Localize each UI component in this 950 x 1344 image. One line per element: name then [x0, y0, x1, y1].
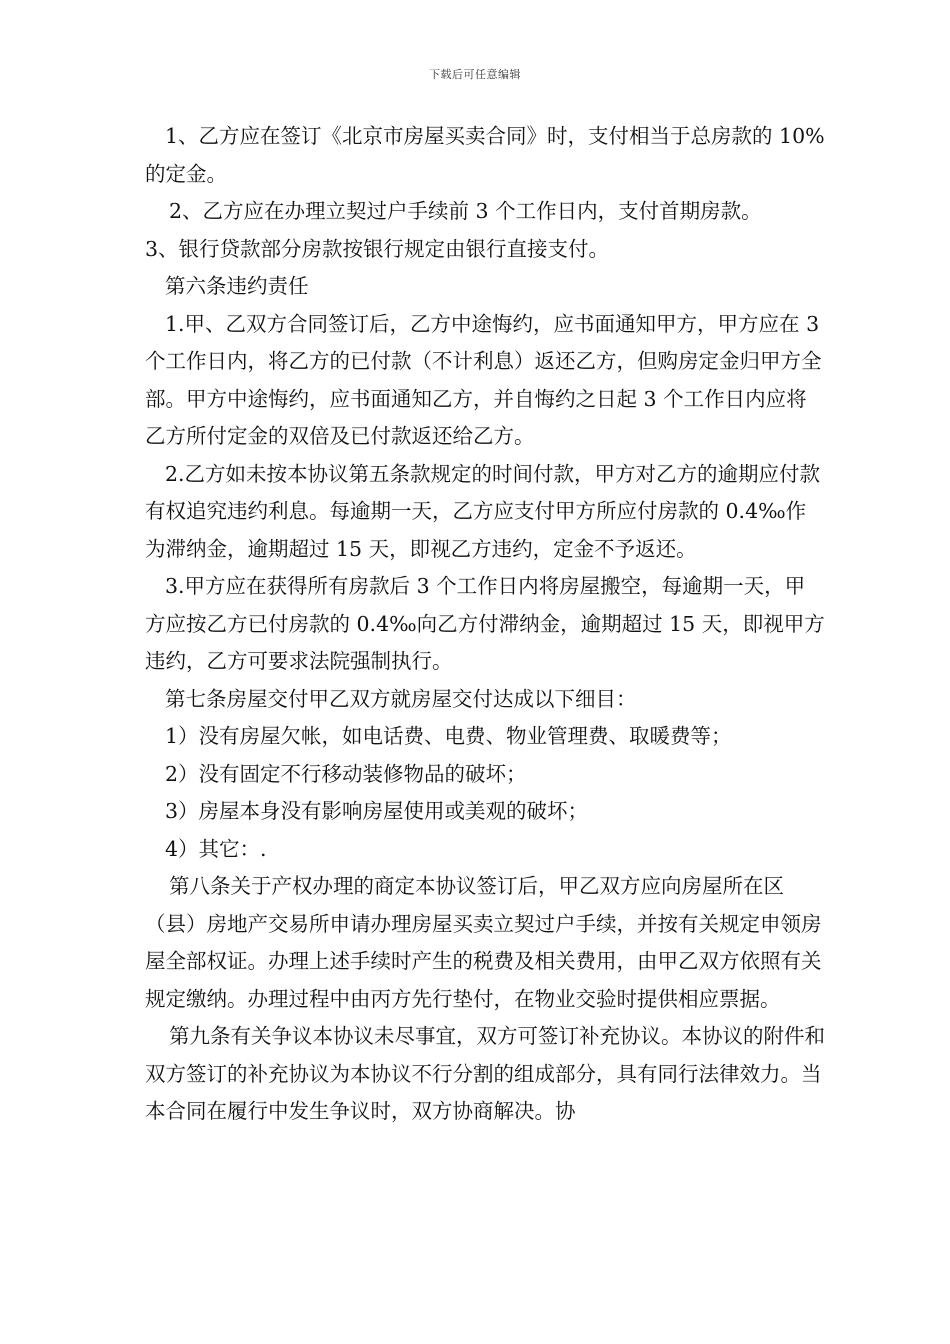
paragraph: 2、乙方应在办理立契过户手续前 3 个工作日内，支付首期房款。 [169, 199, 762, 223]
paragraph: 2.乙方如未按本协议第五条款规定的时间付款，甲方对乙方的逾期应付款有权追究违约利息。每逾期一天，乙方应支付甲方所应付房款的 0.4‰作为滞纳金，逾期超过 15 天，即视乙方违约，定金不予返还。 [145, 461, 821, 561]
list-item: 2）没有固定不行移动装修物品的破坏； [165, 761, 527, 786]
paragraph: 1.甲、乙双方合同签订后，乙方中途悔约，应书面通知甲方，甲方应在 3 个工作日内，将乙方的已付款（不计利息）返还乙方，但购房定金归甲方全部。甲方中途悔约，应书面通知乙方，并自悔约之日起 3 个工作日内应将乙方所付定金的双倍及已付款返还给乙方。 [145, 311, 822, 448]
section-heading: 第六条违约责任 [165, 274, 309, 298]
list-item: 1）没有房屋欠帐，如电话费、电费、物业管理费、取暖费等； [165, 724, 732, 748]
paragraph: 3.甲方应在获得所有房款后 3 个工作日内将房屋搬空，每逾期一天，甲方应按乙方已付房款的 0.4‰向乙方付滞纳金，逾期超过 15 天，即视甲方违约，乙方可要求法院强制执行。 [145, 574, 825, 673]
document-body [145, 118, 825, 1131]
paragraph: 第九条有关争议本协议未尽事宜，双方可签订补充协议。本协议的附件和双方签订的补充协议为本协议不行分割的组成部分，具有同行法律效力。当本合同在履行中发生争议时，双方协商解决。协 [145, 1024, 825, 1123]
paragraph: 1、乙方应在签订《北京市房屋买卖合同》时，支付相当于总房款的 10%的定金。 [145, 124, 825, 186]
page-header: 下载后可任意编辑 [429, 68, 521, 81]
paragraph: 第八条关于产权办理的商定本协议签订后，甲乙双方应向房屋所在区（县）房地产交易所申请办理房屋买卖立契过户手续，并按有关规定申领房屋全部权证。办理上述手续时产生的税费及相关费用，由甲乙双方依照有关规定缴纳。办理过程中由丙方先行垫付，在物业交验时提供相应票据。 [145, 874, 822, 1011]
list-item: 3）房屋本身没有影响房屋使用或美观的破坏； [165, 799, 589, 823]
paragraph: 3、银行贷款部分房款按银行规定由银行直接支付。 [145, 236, 610, 261]
section-heading: 第七条房屋交付甲乙双方就房屋交付达成以下细目： [165, 686, 637, 711]
list-item: 4）其它：. [165, 836, 267, 861]
